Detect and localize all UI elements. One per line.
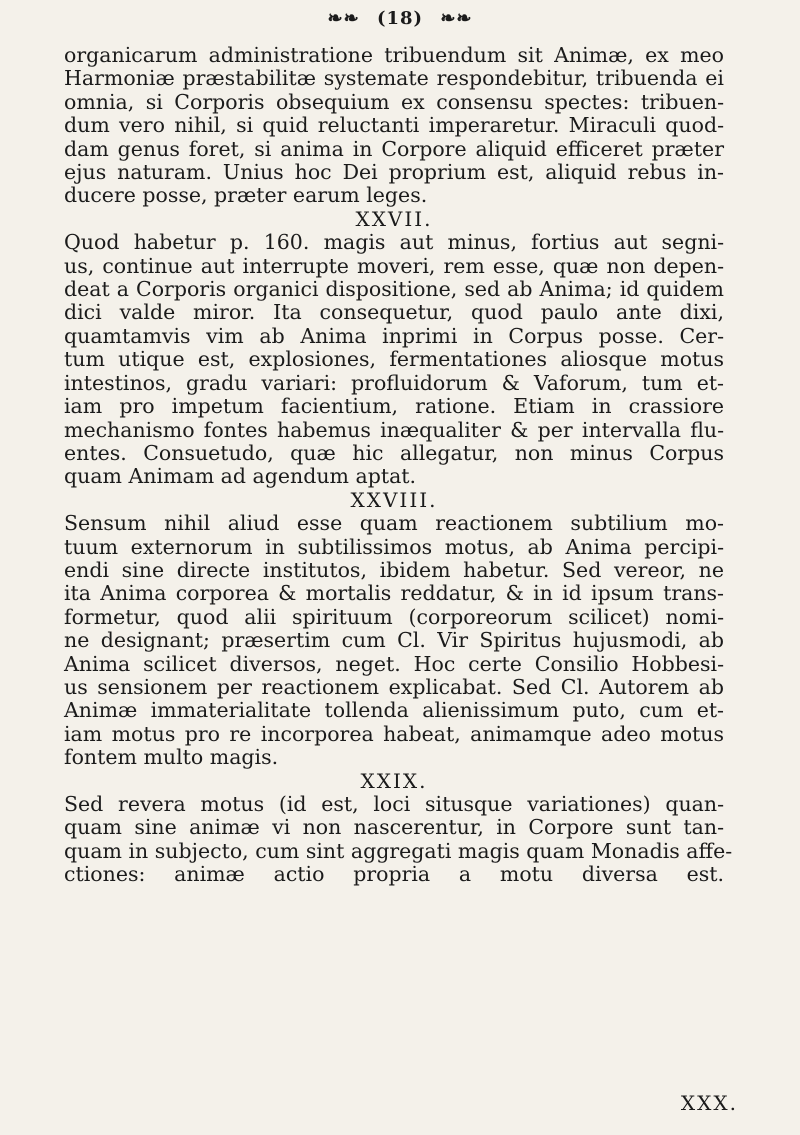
paragraph-1 bbox=[64, 44, 724, 208]
text-line: quam in subjecto, cum sint aggregati magis quam Monadis affe- bbox=[64, 838, 733, 863]
text-line: Harmoniæ præstabilitæ systemate respondebitur, tribuenda ei bbox=[64, 66, 724, 91]
text-line: Sensum nihil aliud esse quam reactionem subtilium mo- bbox=[64, 511, 724, 536]
text-line: deat a Corporis organici dispositione, sed ab Anima; id quidem bbox=[64, 277, 724, 302]
text-line: ejus naturam. Unius hoc Dei proprium est, aliquid rebus in- bbox=[64, 160, 724, 185]
text-line: quamtamvis vim ab Anima inprimi in Corpus posse. Cer- bbox=[64, 323, 724, 348]
page-header bbox=[0, 8, 800, 29]
text-line: iam pro impetum facientium, ratione. Etiam in crassiore bbox=[64, 394, 724, 419]
text-line: ne designant; præsertim cum Cl. Vir Spiritus hujusmodi, ab bbox=[64, 628, 724, 653]
paragraph-2 bbox=[64, 231, 724, 488]
section-heading-xxvii: XXVII. bbox=[355, 206, 433, 231]
text-line: tum utique est, explosiones, fermentationes aliosque motus bbox=[64, 347, 724, 372]
text-line: omnia, si Corporis obsequium ex consensu spectes: tribuen- bbox=[64, 89, 724, 114]
text-line: intestinos, gradu variari: profluidorum & Vaforum, tum et- bbox=[64, 370, 724, 395]
text-line: entes. Consuetudo, quæ hic allegatur, non minus Corpus bbox=[64, 440, 724, 465]
text-line: ita Anima corporea & mortalis reddatur, & in id ipsum trans- bbox=[64, 581, 724, 606]
text-line: quam Animam ad agendum aptat. bbox=[64, 464, 417, 489]
text-line: ctiones: animæ actio propria a motu diversa est. bbox=[64, 862, 724, 887]
text-line: Sed revera motus (id est, loci situsque variationes) quan- bbox=[64, 792, 724, 816]
text-line: dum vero nihil, si quid reluctanti imperaretur. Miraculi quod- bbox=[64, 113, 724, 138]
text-line: dam genus foret, si anima in Corpore aliquid efficeret præter bbox=[64, 136, 724, 161]
text-line: ducere posse, præter earum leges. bbox=[64, 183, 428, 208]
text-line: Anima scilicet diversos, neget. Hoc certe Consilio Hobbesi- bbox=[64, 651, 724, 676]
text-line: quam sine animæ vi non nascerentur, in Corpore sunt tan- bbox=[64, 815, 724, 840]
text-line: Quod habetur p. 160. magis aut minus, fortius aut segni- bbox=[64, 230, 724, 255]
text-line: endi sine directe institutos, ibidem habetur. Sed vereor, ne bbox=[64, 557, 724, 582]
text-line: us, continue aut interrupte moveri, rem esse, quæ non depen- bbox=[64, 253, 724, 278]
section-heading-xxix: XXIX. bbox=[360, 768, 428, 793]
text-line: Animæ immaterialitate tollenda alienissimum puto, cum et- bbox=[64, 698, 724, 723]
text-line: fontem multo magis. bbox=[64, 745, 279, 770]
text-line: mechanismo fontes habemus inæqualiter & per intervalla flu- bbox=[64, 417, 724, 442]
page-number: (18) bbox=[376, 8, 424, 29]
catchword: XXX. bbox=[680, 1091, 738, 1115]
paragraph-3 bbox=[64, 512, 724, 769]
left-ornament-icon: ❧❧ bbox=[327, 8, 360, 29]
text-line: us sensionem per reactionem explicabat. Sed Cl. Autorem ab bbox=[64, 674, 724, 699]
text-line: formetur, quod alii spirituum (corporeorum scilicet) nomi- bbox=[64, 604, 724, 629]
text-line: dici valde miror. Ita consequetur, quod paulo ante dixi, bbox=[64, 300, 724, 325]
section-heading-xxviii: XXVIII. bbox=[350, 487, 438, 512]
page-body bbox=[64, 43, 733, 887]
text-line: organicarum administratione tribuendum sit Animæ, ex meo bbox=[64, 43, 724, 67]
right-ornament-icon: ❧❧ bbox=[440, 8, 473, 29]
paragraph-4 bbox=[64, 792, 733, 887]
text-line: iam motus pro re incorporea habeat, animamque adeo motus bbox=[64, 721, 724, 746]
text-line: tuum externorum in subtilissimos motus, ab Anima percipi- bbox=[64, 534, 724, 559]
